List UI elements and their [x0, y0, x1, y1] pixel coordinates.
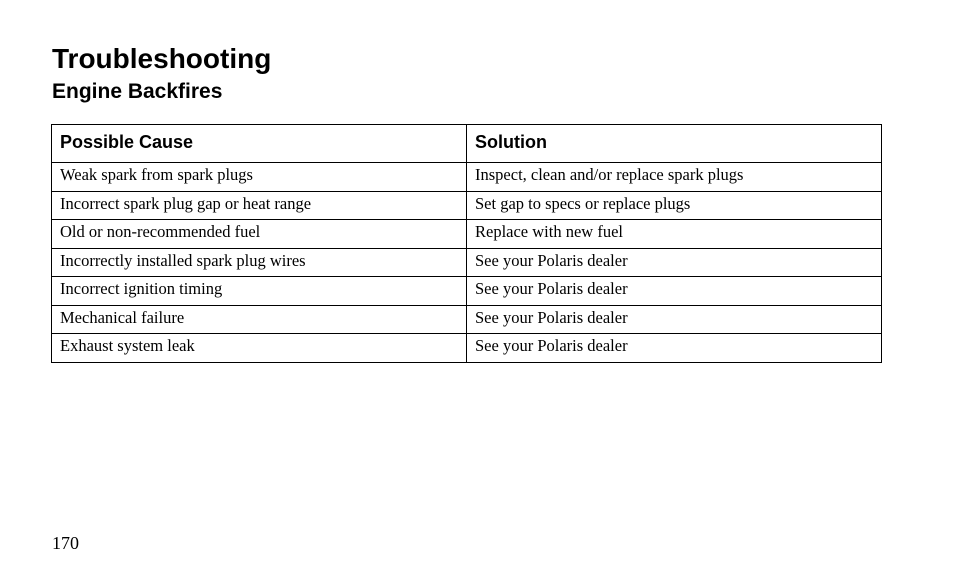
cause-cell: Incorrect spark plug gap or heat range: [52, 191, 467, 220]
solution-cell: Set gap to specs or replace plugs: [467, 191, 882, 220]
troubleshooting-table: [51, 124, 882, 363]
solution-cell: Replace with new fuel: [467, 220, 882, 249]
page-number: 170: [52, 533, 79, 553]
cause-cell: Old or non-recommended fuel: [52, 220, 467, 249]
cause-cell: Weak spark from spark plugs: [52, 163, 467, 192]
page-title: Troubleshooting: [52, 43, 272, 74]
table-row: [52, 277, 882, 306]
table-row: [52, 163, 882, 192]
table-header-row: [52, 125, 882, 163]
solution-cell: See your Polaris dealer: [467, 248, 882, 277]
cause-cell: Incorrectly installed spark plug wires: [52, 248, 467, 277]
solution-cell: See your Polaris dealer: [467, 305, 882, 334]
column-header-possible-cause: Possible Cause: [52, 125, 467, 163]
table-row: [52, 305, 882, 334]
solution-cell: Inspect, clean and/or replace spark plugs: [467, 163, 882, 192]
cause-cell: Exhaust system leak: [52, 334, 467, 363]
solution-cell: See your Polaris dealer: [467, 334, 882, 363]
table-row: [52, 220, 882, 249]
cause-cell: Mechanical failure: [52, 305, 467, 334]
table-row: [52, 191, 882, 220]
section-title: Engine Backfires: [52, 80, 223, 103]
column-header-solution: Solution: [467, 125, 882, 163]
cause-cell: Incorrect ignition timing: [52, 277, 467, 306]
table-row: [52, 248, 882, 277]
solution-cell: See your Polaris dealer: [467, 277, 882, 306]
table-row: [52, 334, 882, 363]
